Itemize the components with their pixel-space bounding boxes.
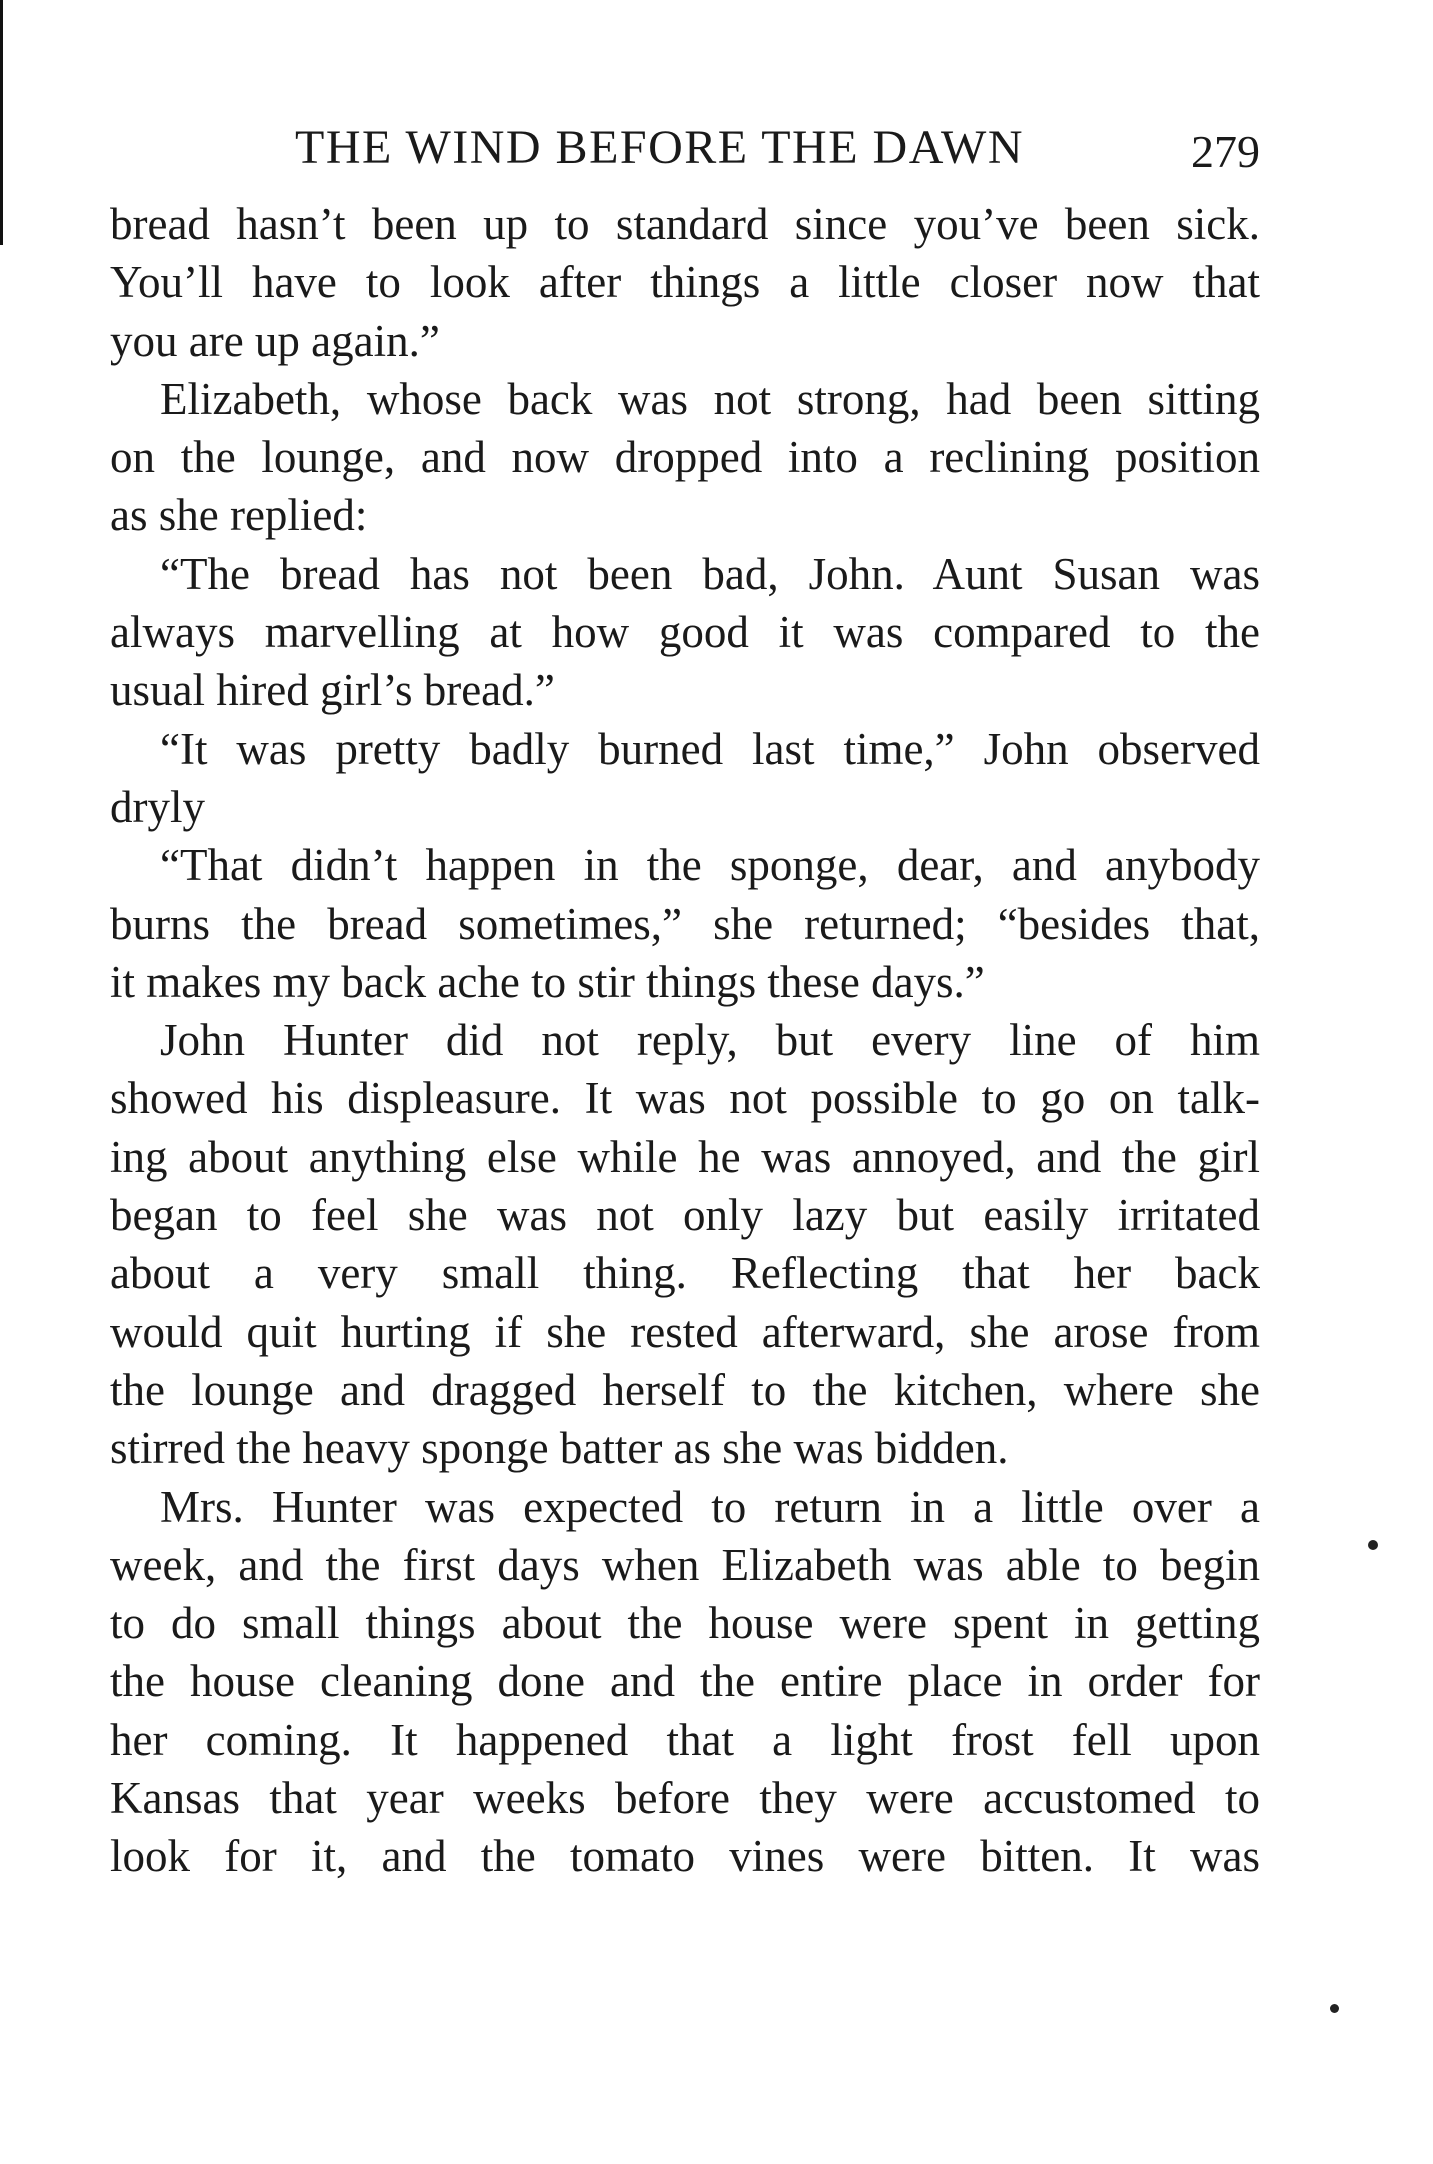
text-line: always marvelling at how good it was compared to the xyxy=(110,607,1260,658)
text-line: it makes my back ache to stir things these days.” xyxy=(110,956,985,1007)
text-line: week, and the first days when Elizabeth was able to begin xyxy=(110,1539,1260,1590)
text-line: Elizabeth, whose back was not strong, had been sitting xyxy=(160,373,1260,424)
text-line: about a very small thing. Reflecting that her back xyxy=(110,1248,1260,1299)
text-line: “That didn’t happen in the sponge, dear, and anybody xyxy=(160,840,1260,891)
page-header xyxy=(110,118,1260,178)
text-line: you are up again.” xyxy=(110,315,440,366)
text-line: bread hasn’t been up to standard since you’ve been sick. xyxy=(110,199,1260,249)
text-line: dryly xyxy=(110,781,205,832)
text-line: on the lounge, and now dropped into a reclining position xyxy=(110,432,1260,483)
text-line: began to feel she was not only lazy but easily irritated xyxy=(110,1190,1260,1241)
text-line: the lounge and dragged herself to the kitchen, where she xyxy=(110,1364,1260,1415)
text-line: “It was pretty badly burned last time,” John observed xyxy=(160,723,1260,774)
text-line: her coming. It happened that a light frost fell upon xyxy=(110,1714,1260,1765)
scan-edge-line xyxy=(0,0,3,245)
running-title: THE WIND BEFORE THE DAWN xyxy=(295,121,1024,174)
body-text xyxy=(110,195,1260,1886)
text-line: ing about anything else while he was annoyed, and the girl xyxy=(110,1131,1260,1182)
text-line: would quit hurting if she rested afterward, she arose from xyxy=(110,1306,1260,1357)
page-number: 279 xyxy=(1191,126,1260,177)
text-line: Kansas that year weeks before they were accustomed to xyxy=(110,1773,1260,1824)
text-line: look for it, and the tomato vines were bitten. It was xyxy=(110,1831,1260,1882)
text-line: You’ll have to look after things a little closer now that xyxy=(110,257,1260,308)
text-line: stirred the heavy sponge batter as she was bidden. xyxy=(110,1423,1009,1474)
scan-speck xyxy=(1368,1540,1378,1550)
text-line: to do small things about the house were spent in getting xyxy=(110,1598,1260,1649)
text-line: as she replied: xyxy=(110,490,368,541)
text-line: the house cleaning done and the entire place in order for xyxy=(110,1656,1260,1707)
text-line: “The bread has not been bad, John. Aunt Susan was xyxy=(160,548,1260,599)
text-line: usual hired girl’s bread.” xyxy=(110,665,555,716)
text-line: showed his displeasure. It was not possible to go on talk- xyxy=(110,1073,1260,1124)
scan-speck xyxy=(1330,2004,1339,2013)
text-line: Mrs. Hunter was expected to return in a little over a xyxy=(160,1481,1260,1532)
text-line: John Hunter did not reply, but every line of him xyxy=(160,1015,1260,1066)
text-line: burns the bread sometimes,” she returned; “besides that, xyxy=(110,898,1260,949)
